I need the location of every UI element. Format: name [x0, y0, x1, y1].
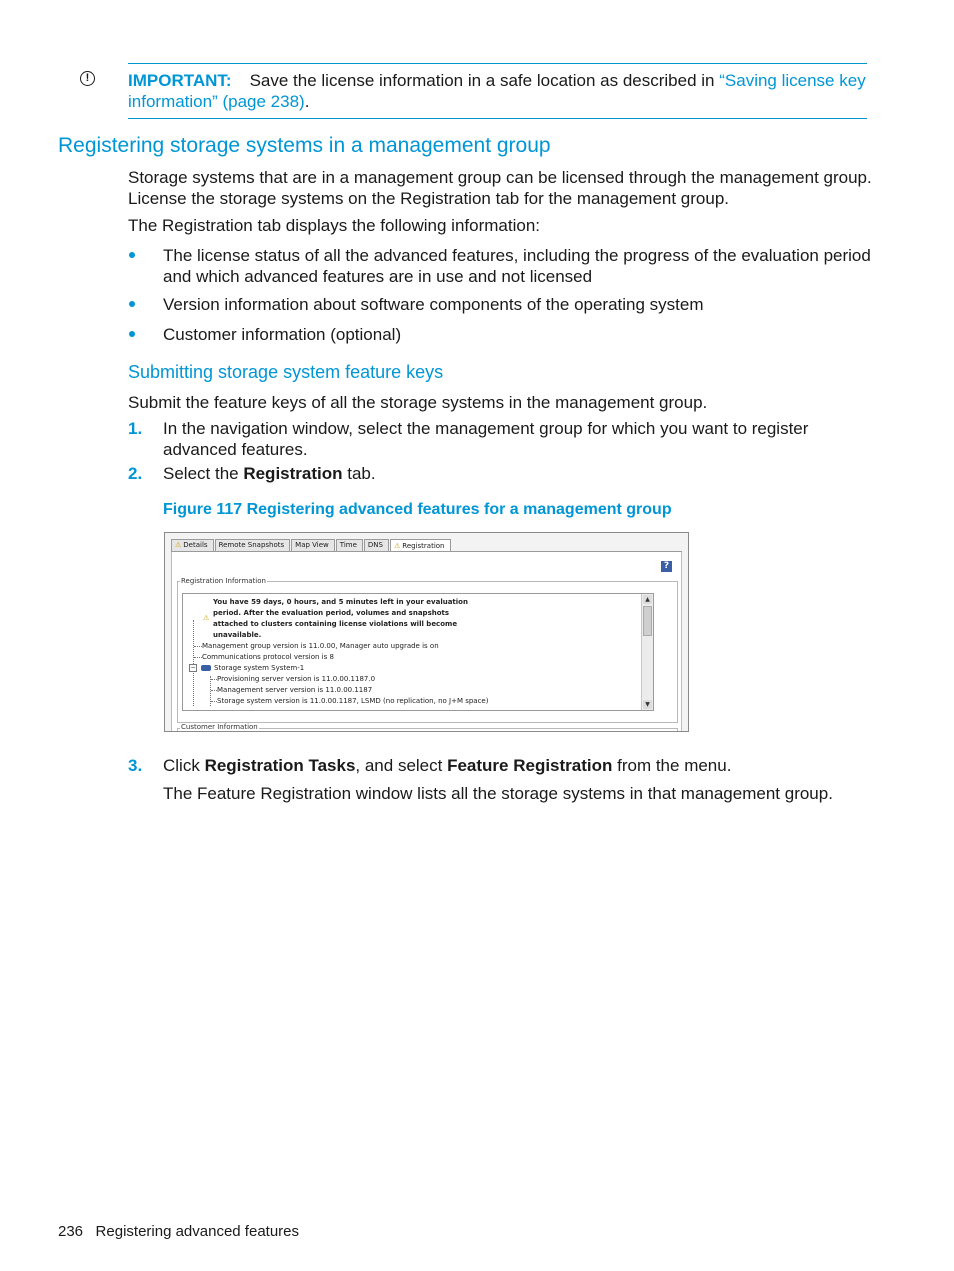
- scroll-down-icon[interactable]: ▼: [643, 700, 652, 709]
- tab-label: Time: [339, 541, 357, 549]
- tree-item: Management group version is 11.0.00, Manager auto upgrade is on: [202, 642, 439, 650]
- tab-label: Map View: [295, 541, 329, 549]
- tab-remote-snapshots[interactable]: [215, 539, 291, 551]
- page-number: 236: [58, 1223, 84, 1240]
- exclamation-circle-icon: !: [80, 71, 95, 86]
- evaluation-warning-line: attached to clusters containing license violations will become: [213, 620, 458, 628]
- section-paragraph-1: Storage systems that are in a management group can be licensed through the management group. License the storage systems on the Registration tab for the management group.: [128, 168, 872, 208]
- tab-label: Details: [183, 541, 208, 549]
- step-number: 3.: [128, 756, 143, 775]
- tree-subitem: Storage system version is 11.0.00.1187, LSMD (no replication, no J+M space): [217, 697, 489, 705]
- important-text-end: .: [304, 92, 310, 111]
- tree-connector: [194, 657, 202, 658]
- important-note-text: [128, 70, 873, 112]
- tab-label: Remote Snapshots: [218, 541, 285, 549]
- scroll-thumb[interactable]: [643, 606, 652, 636]
- registration-tab-screenshot: [164, 532, 689, 732]
- warning-icon: ⚠: [203, 614, 210, 622]
- registration-info-label: Registration Information: [181, 577, 266, 585]
- step-text-part: from the menu.: [612, 756, 732, 775]
- tree-subitem: Provisioning server version is 11.0.00.1187.0: [217, 675, 376, 683]
- tab-dns[interactable]: [364, 539, 389, 551]
- tab-time[interactable]: [336, 539, 363, 551]
- evaluation-warning-line: period. After the evaluation period, volumes and snapshots: [213, 609, 450, 617]
- step-text: [163, 463, 376, 484]
- bullet-dot: [129, 331, 135, 337]
- tab-details[interactable]: [171, 539, 214, 551]
- figure-caption: Figure 117 Registering advanced features for a management group: [163, 501, 672, 518]
- step-3-detail: The Feature Registration window lists all the storage systems in that management group.: [163, 784, 833, 803]
- step-number: 1.: [128, 419, 143, 438]
- step-text: [163, 755, 731, 776]
- bullet-item: Customer information (optional): [163, 325, 402, 344]
- tree-connector: [193, 620, 194, 706]
- scroll-up-icon[interactable]: ▲: [643, 595, 652, 604]
- step-number: 2.: [128, 464, 143, 483]
- step-bold-term: Feature Registration: [447, 756, 613, 775]
- step-text-part: Select the: [163, 464, 244, 483]
- section-paragraph-2: The Registration tab displays the following information:: [128, 216, 540, 235]
- tab-map-view[interactable]: [291, 539, 335, 551]
- bullet-item: The license status of all the advanced features, including the progress of the evaluation period and which advanced features are in use and not licensed: [163, 246, 871, 286]
- tree-subitem: Management server version is 11.0.00.1187: [217, 686, 373, 694]
- step-text: In the navigation window, select the management group for which you want to register advanced features.: [163, 419, 809, 459]
- customer-info-label: Customer Information: [181, 723, 258, 731]
- evaluation-warning-line: unavailable.: [213, 631, 262, 639]
- tab-label: DNS: [367, 541, 383, 549]
- bullet-dot: [129, 301, 135, 307]
- subsection-intro: Submit the feature keys of all the storage systems in the management group.: [128, 393, 708, 412]
- tree-connector: [194, 646, 202, 647]
- step-bold-term: Registration: [243, 464, 343, 483]
- section-heading: Registering storage systems in a management group: [58, 134, 551, 157]
- important-label: IMPORTANT:: [128, 71, 232, 90]
- bullet-dot: [129, 252, 135, 258]
- warning-icon: ⚠: [394, 541, 401, 550]
- tree-item: Storage system System-1: [214, 664, 305, 672]
- step-bold-term: Registration Tasks: [204, 756, 356, 775]
- registration-tree[interactable]: [182, 593, 654, 711]
- collapse-icon[interactable]: −: [190, 664, 196, 671]
- tab-label: Registration: [402, 541, 445, 550]
- warning-icon: ⚠: [175, 541, 182, 549]
- storage-system-icon: [201, 665, 211, 671]
- subsection-heading: Submitting storage system feature keys: [128, 362, 444, 382]
- bullet-item: Version information about software components of the operating system: [163, 295, 704, 314]
- tab-bar: [171, 539, 452, 551]
- tree-item: Communications protocol version is 8: [202, 653, 334, 661]
- page-footer: [58, 1223, 299, 1240]
- important-text: Save the license information in a safe location as described in: [249, 71, 720, 90]
- help-icon[interactable]: ?: [661, 561, 672, 572]
- saving-license-key-link[interactable]: “Saving license key information” (page 238): [128, 71, 866, 111]
- footer-section-title: Registering advanced features: [95, 1223, 300, 1240]
- evaluation-warning-line: You have 59 days, 0 hours, and 5 minutes left in your evaluation: [213, 598, 468, 606]
- step-text-part: tab.: [342, 464, 376, 483]
- step-text-part: Click: [163, 756, 205, 775]
- step-text-part: , and select: [355, 756, 448, 775]
- tree-scrollbar[interactable]: [641, 594, 653, 710]
